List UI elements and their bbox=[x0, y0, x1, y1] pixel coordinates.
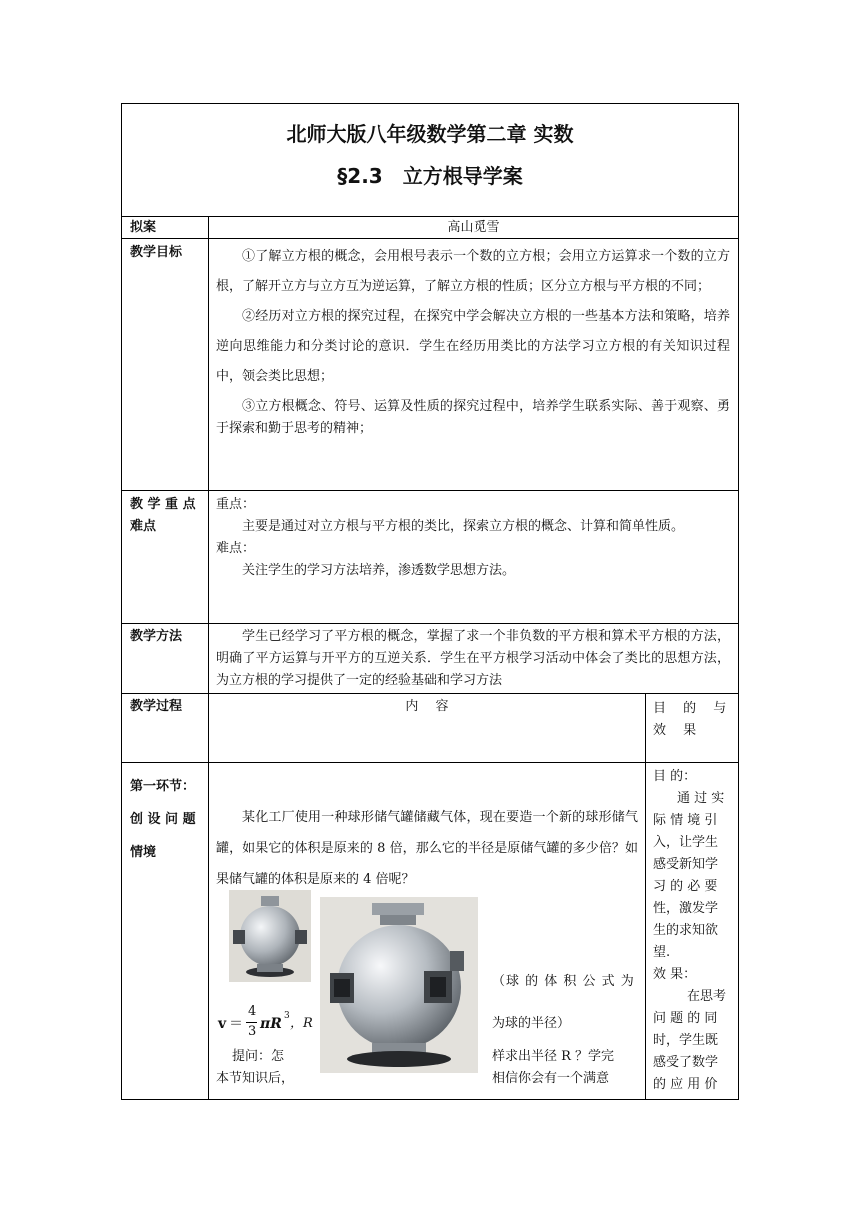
key-text: 主要是通过对立方根与平方根的类比，探索立方根的概念、计算和简单性质。 bbox=[242, 519, 685, 534]
row-divider bbox=[121, 216, 739, 217]
effect-line: 时，学生既 bbox=[653, 1033, 719, 1048]
stage1-label-line2: 创 设 问 题 bbox=[130, 812, 196, 827]
effect-line: 问 题 的 同 bbox=[653, 1011, 718, 1026]
purpose-line: 际 情 境 引 bbox=[653, 813, 718, 828]
table-border-top bbox=[121, 103, 739, 104]
formula-tail: 为球的半径） bbox=[492, 1016, 571, 1031]
keypoints-content bbox=[216, 494, 730, 582]
process-content-header: 内 容 bbox=[405, 699, 449, 714]
purpose-header-line2: 效 果 bbox=[653, 723, 697, 738]
method-label: 教学方法 bbox=[130, 629, 183, 644]
formula-note: （球 的 体 积 公 式 为 bbox=[492, 974, 635, 989]
process-label: 教学过程 bbox=[130, 699, 183, 714]
formula-v: v bbox=[218, 1016, 227, 1032]
formula-eq: ＝ bbox=[229, 1016, 243, 1032]
purpose-line: 入，让学生 bbox=[653, 835, 719, 850]
small-tank-image bbox=[229, 890, 311, 982]
table-border-left bbox=[121, 103, 122, 1100]
col-divider bbox=[645, 693, 646, 1100]
objectives-label: 教学目标 bbox=[130, 245, 183, 260]
purpose-line: 通 过 实 bbox=[677, 791, 725, 806]
purpose-line: 性，激发学 bbox=[653, 901, 719, 916]
formula-comma: ，R bbox=[290, 1016, 313, 1031]
purpose-line: 习 的 必 要 bbox=[653, 879, 718, 894]
row-divider bbox=[121, 693, 739, 694]
keypoints-label-line2: 难点 bbox=[130, 519, 157, 534]
stage1-problem bbox=[216, 802, 638, 895]
stage1-label-line1: 第一环节： bbox=[130, 779, 196, 794]
row-divider bbox=[121, 623, 739, 624]
table-border-bottom bbox=[121, 1099, 739, 1100]
effect-line: 在思考 bbox=[687, 989, 727, 1004]
ask-left-line2: 本节知识后， bbox=[216, 1071, 295, 1086]
row-divider bbox=[121, 762, 739, 763]
row-divider bbox=[121, 490, 739, 491]
difficulty-head: 难点： bbox=[216, 541, 256, 556]
ask-right bbox=[492, 1046, 614, 1090]
objective-item: ③立方根概念、符号、运算及性质的探究过程中，培养学生联系实际、善于观察、勇于探索和勤于思考的精神； bbox=[216, 399, 730, 436]
row-divider bbox=[121, 238, 739, 239]
volume-formula bbox=[218, 1003, 318, 1043]
difficulty-text: 关注学生的学习方法培养，渗透数学思想方法。 bbox=[242, 563, 516, 578]
effect-line: 的 应 用 价 bbox=[653, 1077, 718, 1092]
formula-exp: 3 bbox=[284, 1011, 290, 1021]
document-title: 北师大版八年级数学第二章 实数 bbox=[286, 122, 574, 146]
stage1-label-line3: 情境 bbox=[130, 845, 157, 860]
method-text: 学生已经学习了平方根的概念，掌握了求一个非负数的平方根和算术平方根的方法，明确了平方运算与开平方的互逆关系．学生在平方根学习活动中体会了类比的思想方法，为立方根的学习提供了一定的经验基础和学习方法 bbox=[216, 629, 730, 688]
purpose-line: 望. bbox=[653, 945, 671, 960]
table-border-right bbox=[738, 103, 739, 1100]
ask-left-line1: 提问：怎 bbox=[232, 1049, 285, 1064]
purpose-header-line1: 目 的 与 bbox=[653, 701, 727, 716]
document-subtitle: §2.3 立方根导学案 bbox=[337, 164, 523, 188]
objective-item: ①了解立方根的概念，会用根号表示一个数的立方根；会用立方运算求一个数的立方根，了解开立方与立方互为逆运算，了解立方根的性质；区分立方根与平方根的不同； bbox=[216, 249, 730, 294]
key-head: 重点： bbox=[216, 497, 256, 512]
ask-left-2 bbox=[216, 1068, 294, 1090]
method-content bbox=[216, 626, 730, 692]
problem-text: 某化工厂使用一种球形储气罐储藏气体，现在要造一个新的球形储气罐，如果它的体积是原来的 8 倍，那么它的半径是原储气罐的多少倍？如果储气罐的体积是原来的 4 倍呢？ bbox=[216, 810, 638, 887]
effect-line: 感受了数学 bbox=[653, 1055, 719, 1070]
stage1-purpose bbox=[653, 766, 735, 1096]
purpose-line: 感受新知学 bbox=[653, 857, 719, 872]
purpose-line: 生的求知欲 bbox=[653, 923, 719, 938]
keypoints-label-line1: 教 学 重 点 bbox=[130, 497, 196, 512]
author-value: 高山觅雪 bbox=[447, 220, 500, 235]
large-tank-image bbox=[320, 897, 478, 1073]
keypoints-label bbox=[130, 494, 202, 538]
process-purpose-header bbox=[653, 698, 737, 742]
ask-right-line2: 相信你会有一个满意 bbox=[492, 1071, 610, 1086]
formula-num: 4 bbox=[248, 1004, 257, 1019]
ask-right-line1: 样求出半径 R ？学完 bbox=[492, 1049, 615, 1064]
author-label: 拟案 bbox=[130, 220, 157, 235]
formula-den: 3 bbox=[248, 1024, 257, 1039]
objectives-content bbox=[216, 242, 730, 440]
stage1-label bbox=[130, 770, 196, 869]
formula-pi-r: πR bbox=[260, 1016, 282, 1032]
ask-left bbox=[232, 1046, 284, 1068]
col-divider bbox=[208, 216, 209, 1100]
objective-item: ②经历对立方根的探究过程，在探究中学会解决立方根的一些基本方法和策略，培养逆向思维能力和分类讨论的意识．学生在经历用类比的方法学习立方根的有关知识过程中，领会类比思想； bbox=[216, 309, 730, 384]
effect-head: 效 果： bbox=[653, 967, 697, 982]
purpose-head: 目 的： bbox=[653, 769, 697, 784]
